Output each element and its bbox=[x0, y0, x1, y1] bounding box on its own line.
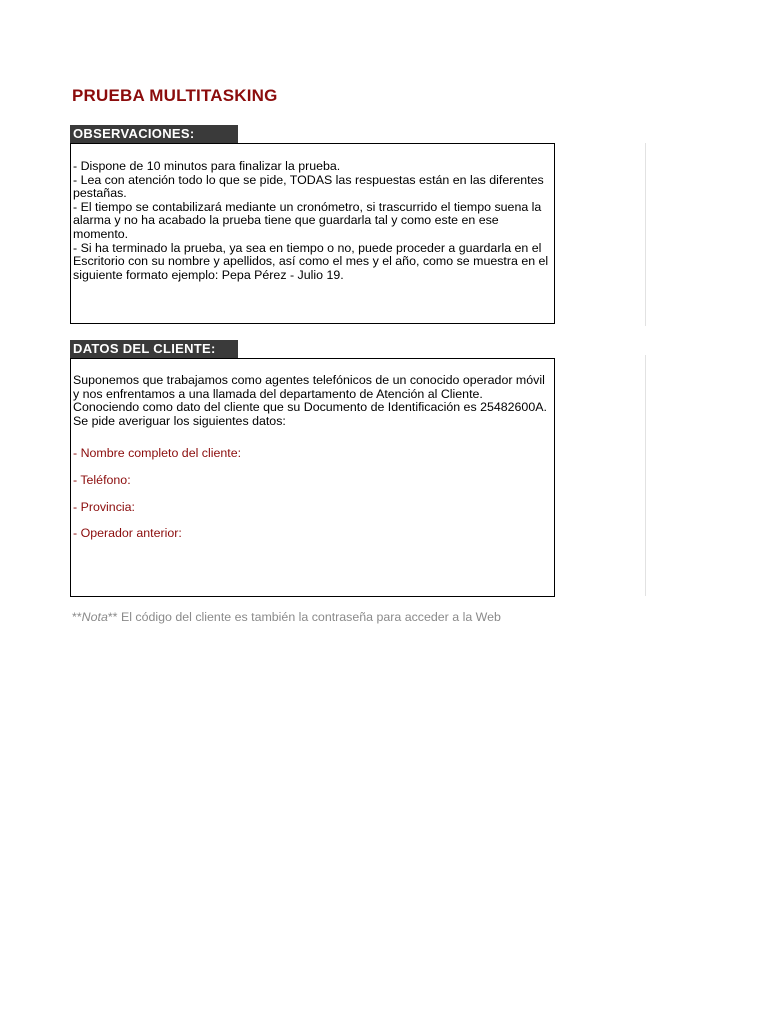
observaciones-line: - Si ha terminado la prueba, ya sea en tiempo o no, puede proceder a guardarla en el Escritorio con su nombre y apellidos, así como el mes y el año, como se muestra en el siguiente formato ejemplo: Pepa Pérez - Julio 19. bbox=[73, 240, 549, 282]
observaciones-line: - El tiempo se contabilizará mediante un cronómetro, si trascurrido el tiempo suena la alarma y no ha acabado la prueba tiene que guardarla tal y como este en ese momento. bbox=[73, 199, 542, 241]
datos-cliente-header: DATOS DEL CLIENTE: bbox=[70, 340, 238, 358]
footnote-label: Nota bbox=[81, 610, 108, 624]
column-divider bbox=[645, 355, 646, 596]
footnote-suffix: ** bbox=[107, 610, 118, 624]
observaciones-line: - Dispone de 10 minutos para finalizar la prueba. bbox=[73, 159, 341, 173]
column-divider bbox=[645, 143, 646, 326]
datos-cliente-intro: Suponemos que trabajamos como agentes telefónicos de un conocido operador móvil y nos enfrentamos a una llamada del departamento de Atención al Cliente. Conociendo como dato del cliente que su Documento de Identificación es 25482600A. Se pide averiguar los siguientes datos: bbox=[73, 373, 547, 428]
observaciones-line: - Lea con atención todo lo que se pide, TODAS las respuestas están en las diferentes pestañas. bbox=[73, 172, 544, 201]
field-provincia: - Provincia: bbox=[73, 499, 135, 514]
footnote-prefix: ** bbox=[72, 610, 82, 624]
field-operador-anterior: - Operador anterior: bbox=[73, 526, 182, 541]
footnote bbox=[72, 610, 501, 624]
observaciones-header: OBSERVACIONES: bbox=[70, 125, 238, 143]
footnote-text: El código del cliente es también la contraseña para acceder a la Web bbox=[117, 610, 501, 624]
page-title: PRUEBA MULTITASKING bbox=[72, 86, 278, 105]
field-telefono: - Teléfono: bbox=[73, 472, 131, 487]
observaciones-box bbox=[70, 143, 555, 324]
field-nombre-completo: - Nombre completo del cliente: bbox=[73, 446, 242, 461]
datos-cliente-box bbox=[70, 358, 555, 597]
